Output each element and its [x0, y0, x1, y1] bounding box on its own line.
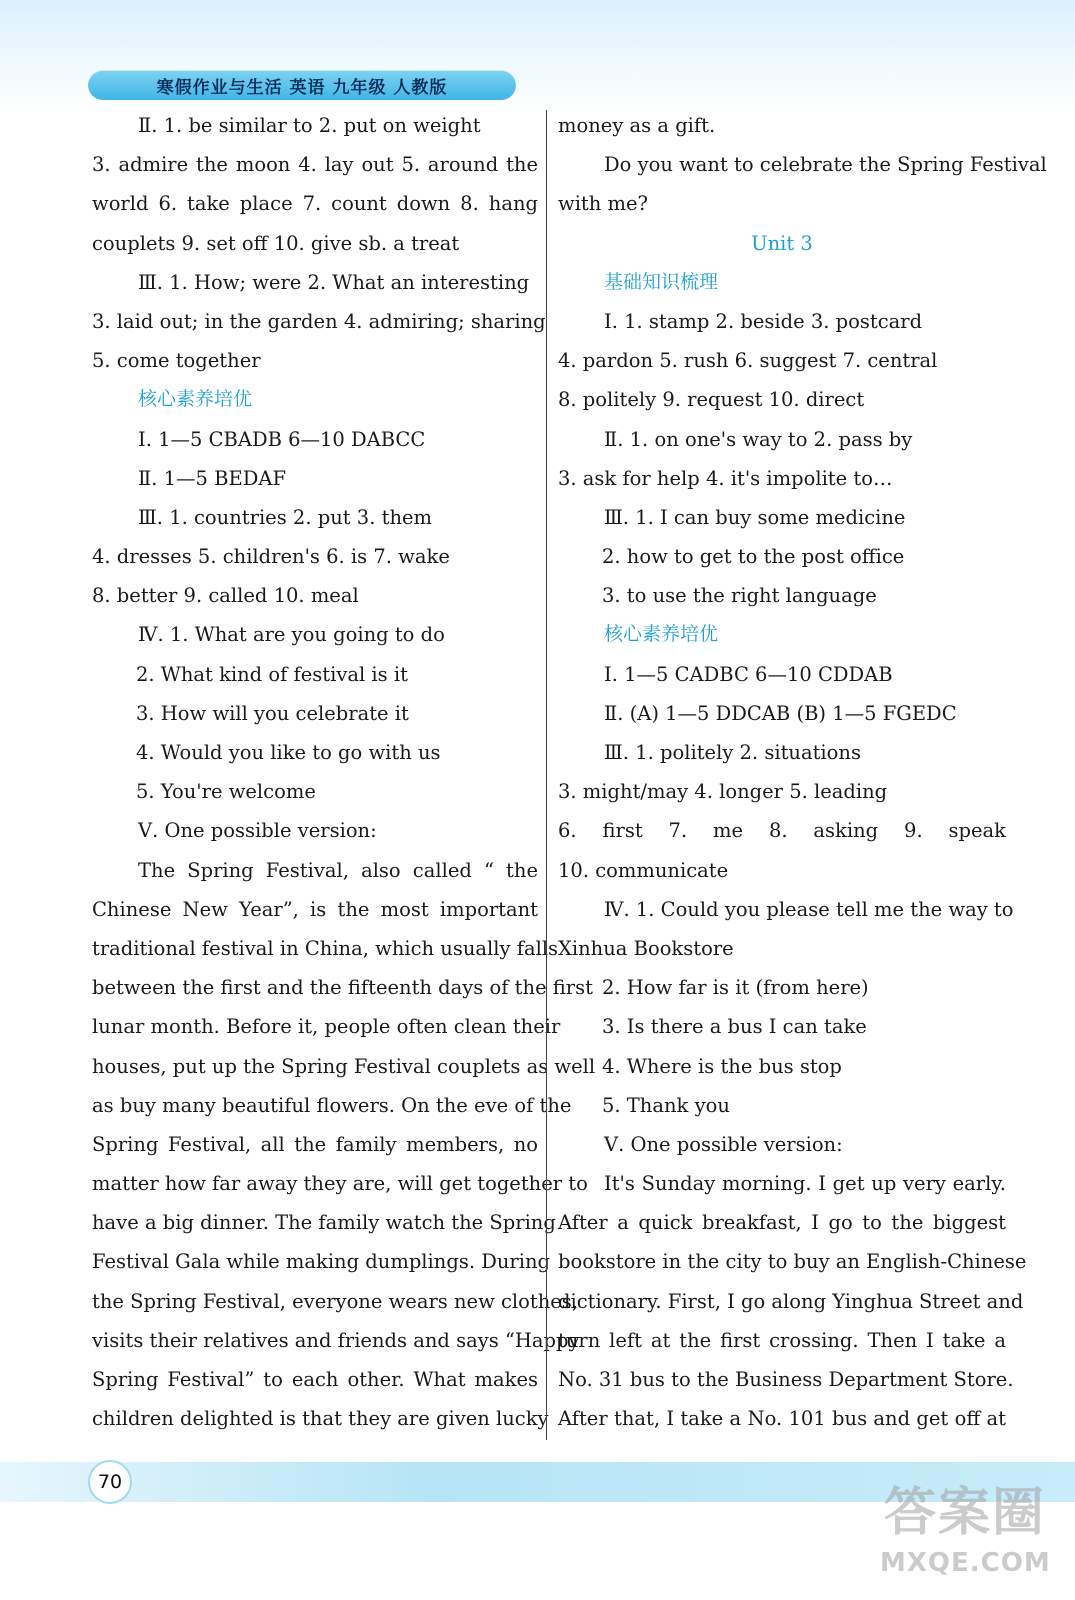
text-line: bookstore in the city to buy an English-Chinese: [558, 1250, 1027, 1274]
text-line: lunar month. Before it, people often clean their: [92, 1015, 561, 1039]
text-line: 5. Thank you: [602, 1093, 730, 1117]
text-line: After a quick breakfast, I go to the biggest: [558, 1211, 1006, 1235]
text-line: visits their relatives and friends and says “Happy: [92, 1328, 580, 1352]
text-line: 4. Would you like to go with us: [136, 741, 441, 764]
text-line: 3. might/may 4. longer 5. leading: [558, 780, 888, 804]
text-line: Ⅱ. 1. on one's way to 2. pass by: [604, 427, 913, 451]
text-line: Festival Gala while making dumplings. During: [92, 1250, 551, 1274]
text-line: 4. dresses 5. children's 6. is 7. wake: [92, 545, 450, 569]
section-heading: 核心素养培优: [138, 388, 253, 411]
text-line: Ⅱ. 1—5 BEDAF: [138, 466, 286, 490]
text-line: 5. come together: [92, 349, 261, 373]
unit-heading: Unit 3: [751, 231, 813, 255]
left-text-column: [92, 106, 596, 1438]
text-line: 3. How will you celebrate it: [136, 701, 409, 725]
text-line: traditional festival in China, which usually falls: [92, 936, 559, 960]
text-line: Ⅴ. One possible version:: [138, 819, 377, 843]
text-line: After that, I take a No. 101 bus and get off at: [558, 1407, 1006, 1431]
text-line: 2. What kind of festival is it: [136, 662, 408, 686]
text-line: Ⅱ. 1. be similar to 2. put on weight: [138, 114, 481, 137]
watermark-glyphs: 答案圈: [883, 1483, 1046, 1543]
text-line: Xinhua Bookstore: [558, 936, 734, 960]
text-line: dictionary. First, I go along Yinghua Street and: [558, 1289, 1024, 1313]
text-line: Do you want to celebrate the Spring Festival: [604, 153, 1047, 177]
text-line: couplets 9. set off 10. give sb. a treat: [92, 231, 460, 255]
text-line: 8. politely 9. request 10. direct: [558, 388, 865, 412]
text-line: 2. how to get to the post office: [602, 545, 905, 569]
text-line: 3. to use the right language: [602, 584, 877, 608]
text-line: world 6. take place 7. count down 8. hang: [92, 192, 538, 216]
text-line: Ⅰ. 1—5 CADBC 6—10 CDDAB: [604, 662, 893, 686]
section-heading: 核心素养培优: [604, 623, 719, 646]
text-line: matter how far away they are, will get together to: [92, 1172, 588, 1196]
text-line: 4. pardon 5. rush 6. suggest 7. central: [558, 349, 938, 373]
text-line: Ⅰ. 1. stamp 2. beside 3. postcard: [604, 309, 923, 333]
text-line: children delighted is that they are given lucky: [92, 1407, 549, 1431]
text-line: The Spring Festival, also called “ the: [138, 858, 538, 882]
text-line: Ⅳ. 1. What are you going to do: [138, 623, 445, 647]
watermark-logo: [880, 1478, 1050, 1588]
book-title-header: 寒假作业与生活 英语 九年级 人教版: [88, 70, 516, 100]
text-line: It's Sunday morning. I get up very early.: [604, 1172, 1006, 1196]
text-line: have a big dinner. The family watch the Spring: [92, 1211, 556, 1235]
text-line: 8. better 9. called 10. meal: [92, 584, 359, 608]
text-line: turn left at the first crossing. Then I take a: [558, 1328, 1006, 1352]
text-line: Ⅲ. 1. politely 2. situations: [604, 741, 861, 764]
text-line: between the first and the fifteenth days of the first: [92, 976, 593, 1000]
text-line: 5. You're welcome: [136, 780, 316, 804]
text-line: houses, put up the Spring Festival couplets as well: [92, 1054, 596, 1078]
text-line: Ⅰ. 1—5 CBADB 6—10 DABCC: [138, 427, 426, 451]
text-line: 3. ask for help 4. it's impolite to…: [558, 466, 893, 490]
text-line: 3. Is there a bus I can take: [602, 1015, 867, 1039]
watermark-url: MXQE.COM: [880, 1548, 1051, 1578]
page-number: 70: [88, 1460, 132, 1504]
text-line: 4. Where is the bus stop: [602, 1054, 842, 1078]
text-line: Ⅴ. One possible version:: [604, 1132, 843, 1156]
text-line: money as a gift.: [558, 114, 716, 137]
text-line: 10. communicate: [558, 858, 729, 882]
column-divider: [546, 110, 547, 1440]
section-heading: 基础知识梳理: [604, 270, 719, 293]
text-line: Ⅲ. 1. I can buy some medicine: [604, 505, 906, 529]
text-line: Spring Festival” to each other. What makes: [92, 1368, 538, 1391]
text-line: Ⅲ. 1. countries 2. put 3. them: [138, 505, 433, 529]
text-line: the Spring Festival, everyone wears new clothes,: [92, 1289, 579, 1313]
text-line: Spring Festival, all the family members, no: [92, 1132, 538, 1156]
text-line: as buy many beautiful flowers. On the eve of the: [92, 1093, 572, 1117]
text-line: Ⅱ. (A) 1—5 DDCAB (B) 1—5 FGEDC: [604, 701, 957, 725]
text-line: No. 31 bus to the Business Department Store.: [558, 1368, 1014, 1391]
text-line: with me?: [558, 192, 649, 216]
right-text-column: [558, 106, 1047, 1438]
text-line: Ⅳ. 1. Could you please tell me the way to: [604, 897, 1014, 921]
text-line: Ⅲ. 1. How; were 2. What an interesting: [138, 270, 530, 294]
text-line: 6. first 7. me 8. asking 9. speak: [558, 819, 1006, 843]
text-line: 3. laid out; in the garden 4. admiring; sharing: [92, 309, 546, 333]
text-line: 2. How far is it (from here): [602, 976, 869, 1000]
text-line: 3. admire the moon 4. lay out 5. around the: [92, 153, 538, 177]
text-line: Chinese New Year”, is the most important: [92, 897, 538, 921]
